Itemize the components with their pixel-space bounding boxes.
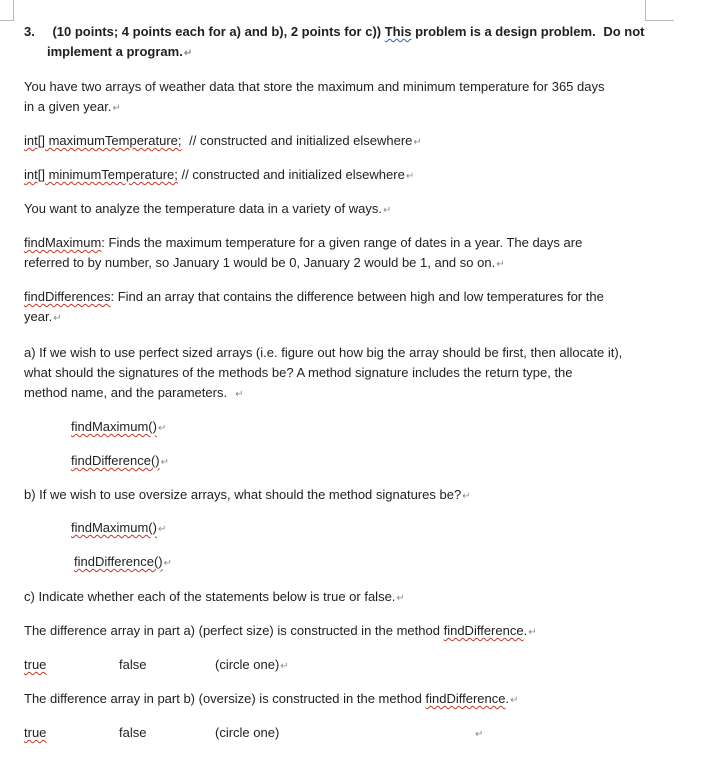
paragraph-mark: ↵ (462, 491, 471, 502)
question-design: problem is a design problem. (415, 24, 596, 39)
part-a-signature-diff[interactable]: findDifference()↵ (71, 453, 170, 468)
paragraph-mark: ↵ (157, 423, 167, 434)
part-c-option-true-1[interactable]: true (24, 657, 47, 672)
paragraph-mark: ↵ (405, 171, 415, 182)
find-maximum-name: findMaximum (24, 235, 102, 250)
find-maximum-desc-line1: findMaximum: Finds the maximum temperature for a given range of dates in a year. The days are (24, 235, 583, 250)
paragraph-mark: ↵ (53, 313, 62, 324)
intro-line2: in a given year.↵ (24, 99, 121, 114)
part-c-statement-2: The difference array in part b) (oversize) is constructed in the method findDifference.↵ (24, 691, 519, 706)
part-a-line3: method name, and the parameters. ↵ (24, 385, 244, 400)
statement-1-method: findDifference (443, 623, 524, 638)
paragraph-mark: ↵ (382, 205, 392, 216)
paragraph-mark: ↵ (112, 103, 121, 114)
part-c-intro: c) Indicate whether each of the statements below is true or false.↵ (24, 589, 405, 604)
question-header-line1 (24, 23, 644, 40)
part-c-statement-1: The difference array in part a) (perfect size) is constructed in the method findDifference.↵ (24, 623, 537, 638)
paragraph-mark: ↵ (160, 457, 170, 468)
part-a-line2: what should the signatures of the methods be? A method signature includes the return type, the (24, 365, 573, 380)
part-c-circle-one-2: (circle one) (215, 725, 280, 740)
part-b-signature-diff[interactable]: findDifference()↵ (74, 554, 173, 569)
find-differences-desc-line2: year.↵ (24, 309, 62, 324)
find-differences-desc-line1: findDifferences: Find an array that contains the difference between high and low temperatures for the (24, 289, 604, 304)
paragraph-mark: ↵ (496, 259, 505, 270)
part-b-line1: b) If we wish to use oversize arrays, what should the method signatures be?↵ (24, 487, 471, 502)
part-c-option-false-1[interactable]: false (119, 657, 147, 672)
paragraph-mark: ↵ (235, 389, 244, 400)
intro-line1: You have two arrays of weather data that store the maximum and minimum temperature for 365 days (24, 79, 605, 94)
part-c-option-true-2[interactable]: true (24, 725, 47, 740)
question-do-not: Do not (603, 24, 645, 39)
part-a-signature-max[interactable]: findMaximum()↵ (71, 419, 167, 434)
paragraph-mark: ↵ (510, 695, 519, 706)
statement-2-method: findDifference (425, 691, 506, 706)
min-temperature-declaration: int[] minimumTemperature; // constructed and initialized elsewhere↵ (24, 167, 415, 182)
paragraph-mark: ↵ (183, 48, 193, 59)
max-temperature-declaration: int[] maximumTemperature; // constructed and initialized elsewhere↵ (24, 133, 422, 148)
question-points: (10 points; 4 points each for a) and b), 2 points for c)) (52, 24, 382, 39)
question-header-line2: implement a program.↵ (47, 44, 193, 59)
part-a-line1: a) If we wish to use perfect sized arrays (i.e. figure out how big the array should be first, then allocate it), (24, 345, 623, 360)
paragraph-mark: ↵ (157, 524, 167, 535)
question-this: This (384, 24, 412, 39)
paragraph-mark: ↵ (413, 137, 422, 148)
part-b-signature-max[interactable]: findMaximum()↵ (71, 520, 167, 535)
part-c-option-false-2[interactable]: false (119, 725, 147, 740)
paragraph-mark: ↵ (396, 593, 405, 604)
question-number: 3. (24, 24, 35, 39)
find-maximum-desc-line2: referred to by number, so January 1 would be 0, January 2 would be 1, and so on.↵ (24, 255, 505, 270)
analyze-line: You want to analyze the temperature data in a variety of ways.↵ (24, 201, 392, 216)
paragraph-mark: ↵ (528, 627, 537, 638)
paragraph-mark: ↵ (163, 558, 173, 569)
paragraph-mark-trailing: ↵ (475, 729, 484, 740)
find-differences-name: findDifferences (24, 289, 111, 304)
paragraph-mark: ↵ (280, 661, 289, 672)
part-c-circle-one-1: (circle one)↵ (215, 657, 289, 672)
